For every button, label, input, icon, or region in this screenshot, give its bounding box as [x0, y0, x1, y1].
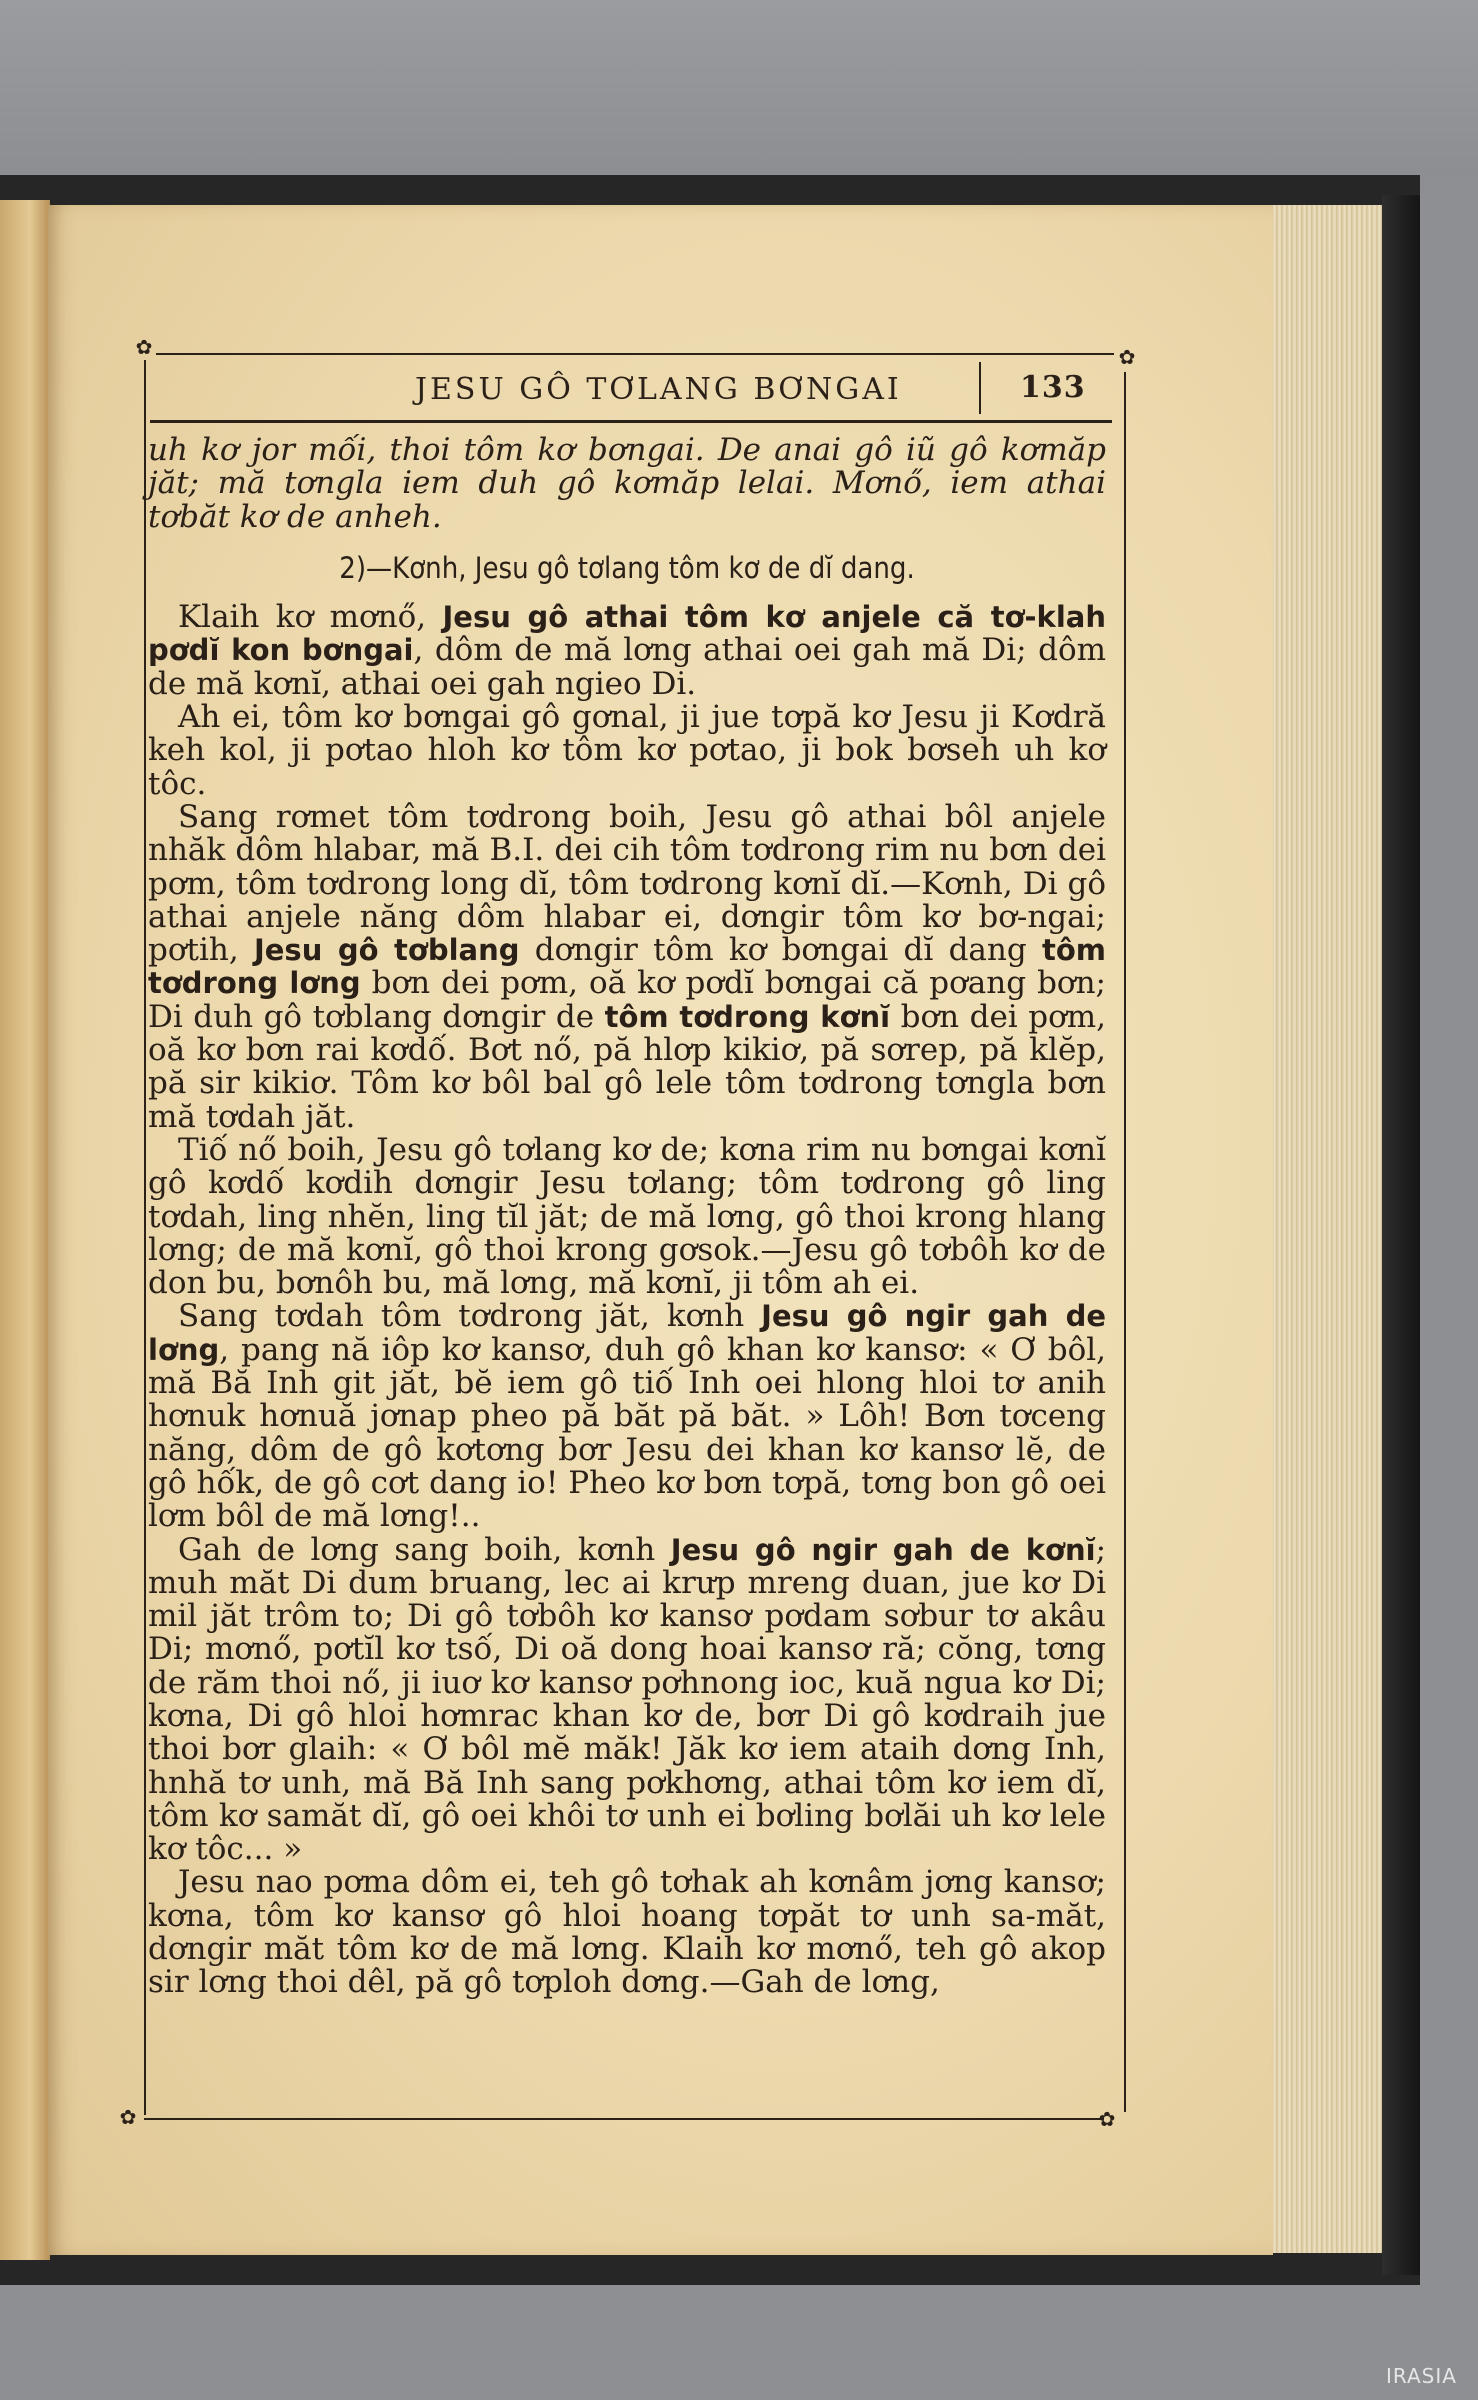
text-run: Sang rơmet tôm tơdrong boih, Jesu gô athai bôl anjele nhăk dôm hlabar, mă B.I. dei cih tôm tơdrong rim nu bơn dei pơm, tôm tơdrong long dĭ, tôm tơdrong kơnĭ dĭ.—Kơnh, Di gô athai anjele năng dôm hlabar ei, dơngir tôm kơ bơ-ngai; pơtih,: [148, 798, 1106, 969]
corner-ornament-top-right: ✿: [1118, 345, 1136, 369]
cover-edge: [1382, 195, 1420, 2275]
facing-page-edge: [0, 200, 50, 2260]
text-run: bơn dei pơm, oă kơ bơn rai kơdố. Bơt nő, pă hlơp kikiơ, pă sơrep, pă klĕp, pă sir kikiơ. Tôm kơ bôl bal gô lele tôm tơdrong tơngla bơn mă tơdah jăt.: [148, 998, 1106, 1135]
watermark: IRASIA: [1386, 2364, 1457, 2388]
top-rule: [156, 353, 1114, 355]
bold-phrase: Jesu gô tơblang: [253, 933, 520, 968]
text-run: ; muh măt Di dum bruang, lec ai krưp mreng duan, jue kơ Di mil jăt trôm to; Di gô tơbôh kơ kansơ pơdam sơbur tơ akâu Di; mơnő, pơtĭl kơ tsố, Di oă dong hoai kansơ ră; cŏng, tơng de răm thoi nő, ji iuơ kơ kansơ pơhnong ioc, kuă ngua kơ Di; kơna, Di gô hloi hơmrac khan kơ de, bơr Di gô kơdraih jue thoi bơr glaih: « Ơ bôl mĕ măk! Jăk kơ iem ataih dơng Inh, hnhă tơ unh, mă Bă Inh sang pơkhơng, athai tôm kơ iem dĭ, tôm kơ samăt dĭ, gô oei khôi tơ unh ei bơling bơlăi uh kơ lele kơ tôc... »: [148, 1531, 1107, 1868]
backdrop: [0, 0, 1478, 175]
bold-phrase: tôm tơdrong lơng: [148, 933, 1106, 1001]
text-run: Gah de lơng sang boih, kơnh: [178, 1531, 671, 1568]
text-run: Sang tơdah tôm tơdrong jăt, kơnh: [178, 1298, 762, 1335]
paragraph-4: Tiố nő boih, Jesu gô tơlang kơ de; kơna rim nu bơngai kơnĭ gô kơdố kơdih dơngir Jesu tơlang; tôm tơdrong gô ling tơdah, ling nhĕn, ling tĭl jăt; de mă lơng, gô thoi krong hlang lơng; de mă kơnĭ, gô thoi krong gơsok.—Jesu gô tơbôh kơ de don bu, bơnôh bu, mă lơng, mă kơnĭ, ji tôm ah ei.: [148, 1131, 1106, 1302]
text-run: bơn dei pơm, oă kơ pơdĭ bơngai că pơang bơn; Di duh gô tơblang dơngir de: [148, 965, 1106, 1035]
corner-ornament-bottom-right: ✿: [1098, 2107, 1116, 2131]
paragraph-7: Jesu nao pơma dôm ei, teh gô tơhak ah kơnâm jơng kansơ; kơna, tôm kơ kansơ gô hloi hoang tơpăt tơ unh sa-măt, dơngir măt tôm kơ de mă lơng. Klaih kơ mơnő, teh gô akop sir lơng thoi dêl, pă gô tơploh dơng.—Gah de lơng,: [148, 1864, 1106, 2001]
text-run: , pang nă iôp kơ kansơ, duh gô khan kơ kansơ: « Ơ bôl, mă Bă Inh git jăt, bĕ iem gô tiố Inh oei hlong hloi tơ anih hơnuk hơnuă jơnap pheo pă băt pă băt. » Lôh! Bơn tơceng năng, dôm de gô kơtơng bơr Jesu dei khan kơ kansơ lĕ, de gô hốk, de gô cơt dang io! Pheo kơ bơn tơpă, tơng bon gô oei lơm bôl de mă lơng!..: [148, 1331, 1106, 1535]
corner-ornament-bottom-left: ✿: [119, 2105, 137, 2129]
text-run: Klaih kơ mơnő,: [178, 599, 443, 636]
bold-phrase: tôm tơdrong kơnĭ: [604, 999, 891, 1034]
paragraph-1: [148, 601, 1106, 701]
page-header: [150, 366, 1118, 416]
section-heading: 2)—Kơnh, Jesu gô tơlang tôm kơ de dĭ dang.: [339, 550, 915, 585]
paragraph-2: Ah ei, tôm kơ bơngai gô gơnal, ji jue tơpă kơ Jesu ji Kơdră keh kol, ji pơtao hloh kơ tôm kơ pơtao, ji bok bơseh uh kơ tôc.: [148, 699, 1106, 802]
header-divider: [979, 362, 981, 414]
page-body: [148, 434, 1106, 2000]
running-title: JESU GÔ TƠLANG BƠNGAI: [415, 372, 902, 407]
corner-ornament-top-left: ✿: [135, 335, 153, 359]
text-run: , dôm de mă lơng athai oei gah mă Di; dôm de mă kơnĭ, athai oei gah ngieo Di.: [148, 632, 1107, 702]
header-rule: [150, 420, 1112, 423]
bold-phrase: Jesu gô ngir gah de kơnĭ: [670, 1532, 1096, 1567]
paragraph-6: [148, 1531, 1107, 1868]
bottom-rule: [144, 2118, 1104, 2120]
text-run: dơngir tôm kơ bơngai dĭ dang: [519, 932, 1042, 969]
intro-paragraph: uh kơ jor mối, thoi tôm kơ bơngai. De anai gô iũ gô kơmăp jăt; mă tơngla iem duh gô kơmăp lelai. Mơnő, iem athai tơbăt kơ de anheh.: [148, 432, 1106, 535]
left-rule: [144, 360, 146, 2115]
right-rule: [1124, 372, 1126, 2112]
bold-phrase: Jesu gô athai tôm kơ anjele că tơ-klah pơdĭ kon bơngai: [148, 600, 1106, 668]
page-number: 133: [1020, 370, 1086, 405]
paragraph-3: [148, 798, 1106, 1135]
page-stack-edge: [1272, 205, 1382, 2253]
bold-phrase: Jesu gô ngir gah de lơng: [148, 1299, 1107, 1367]
paragraph-5: [148, 1300, 1106, 1533]
